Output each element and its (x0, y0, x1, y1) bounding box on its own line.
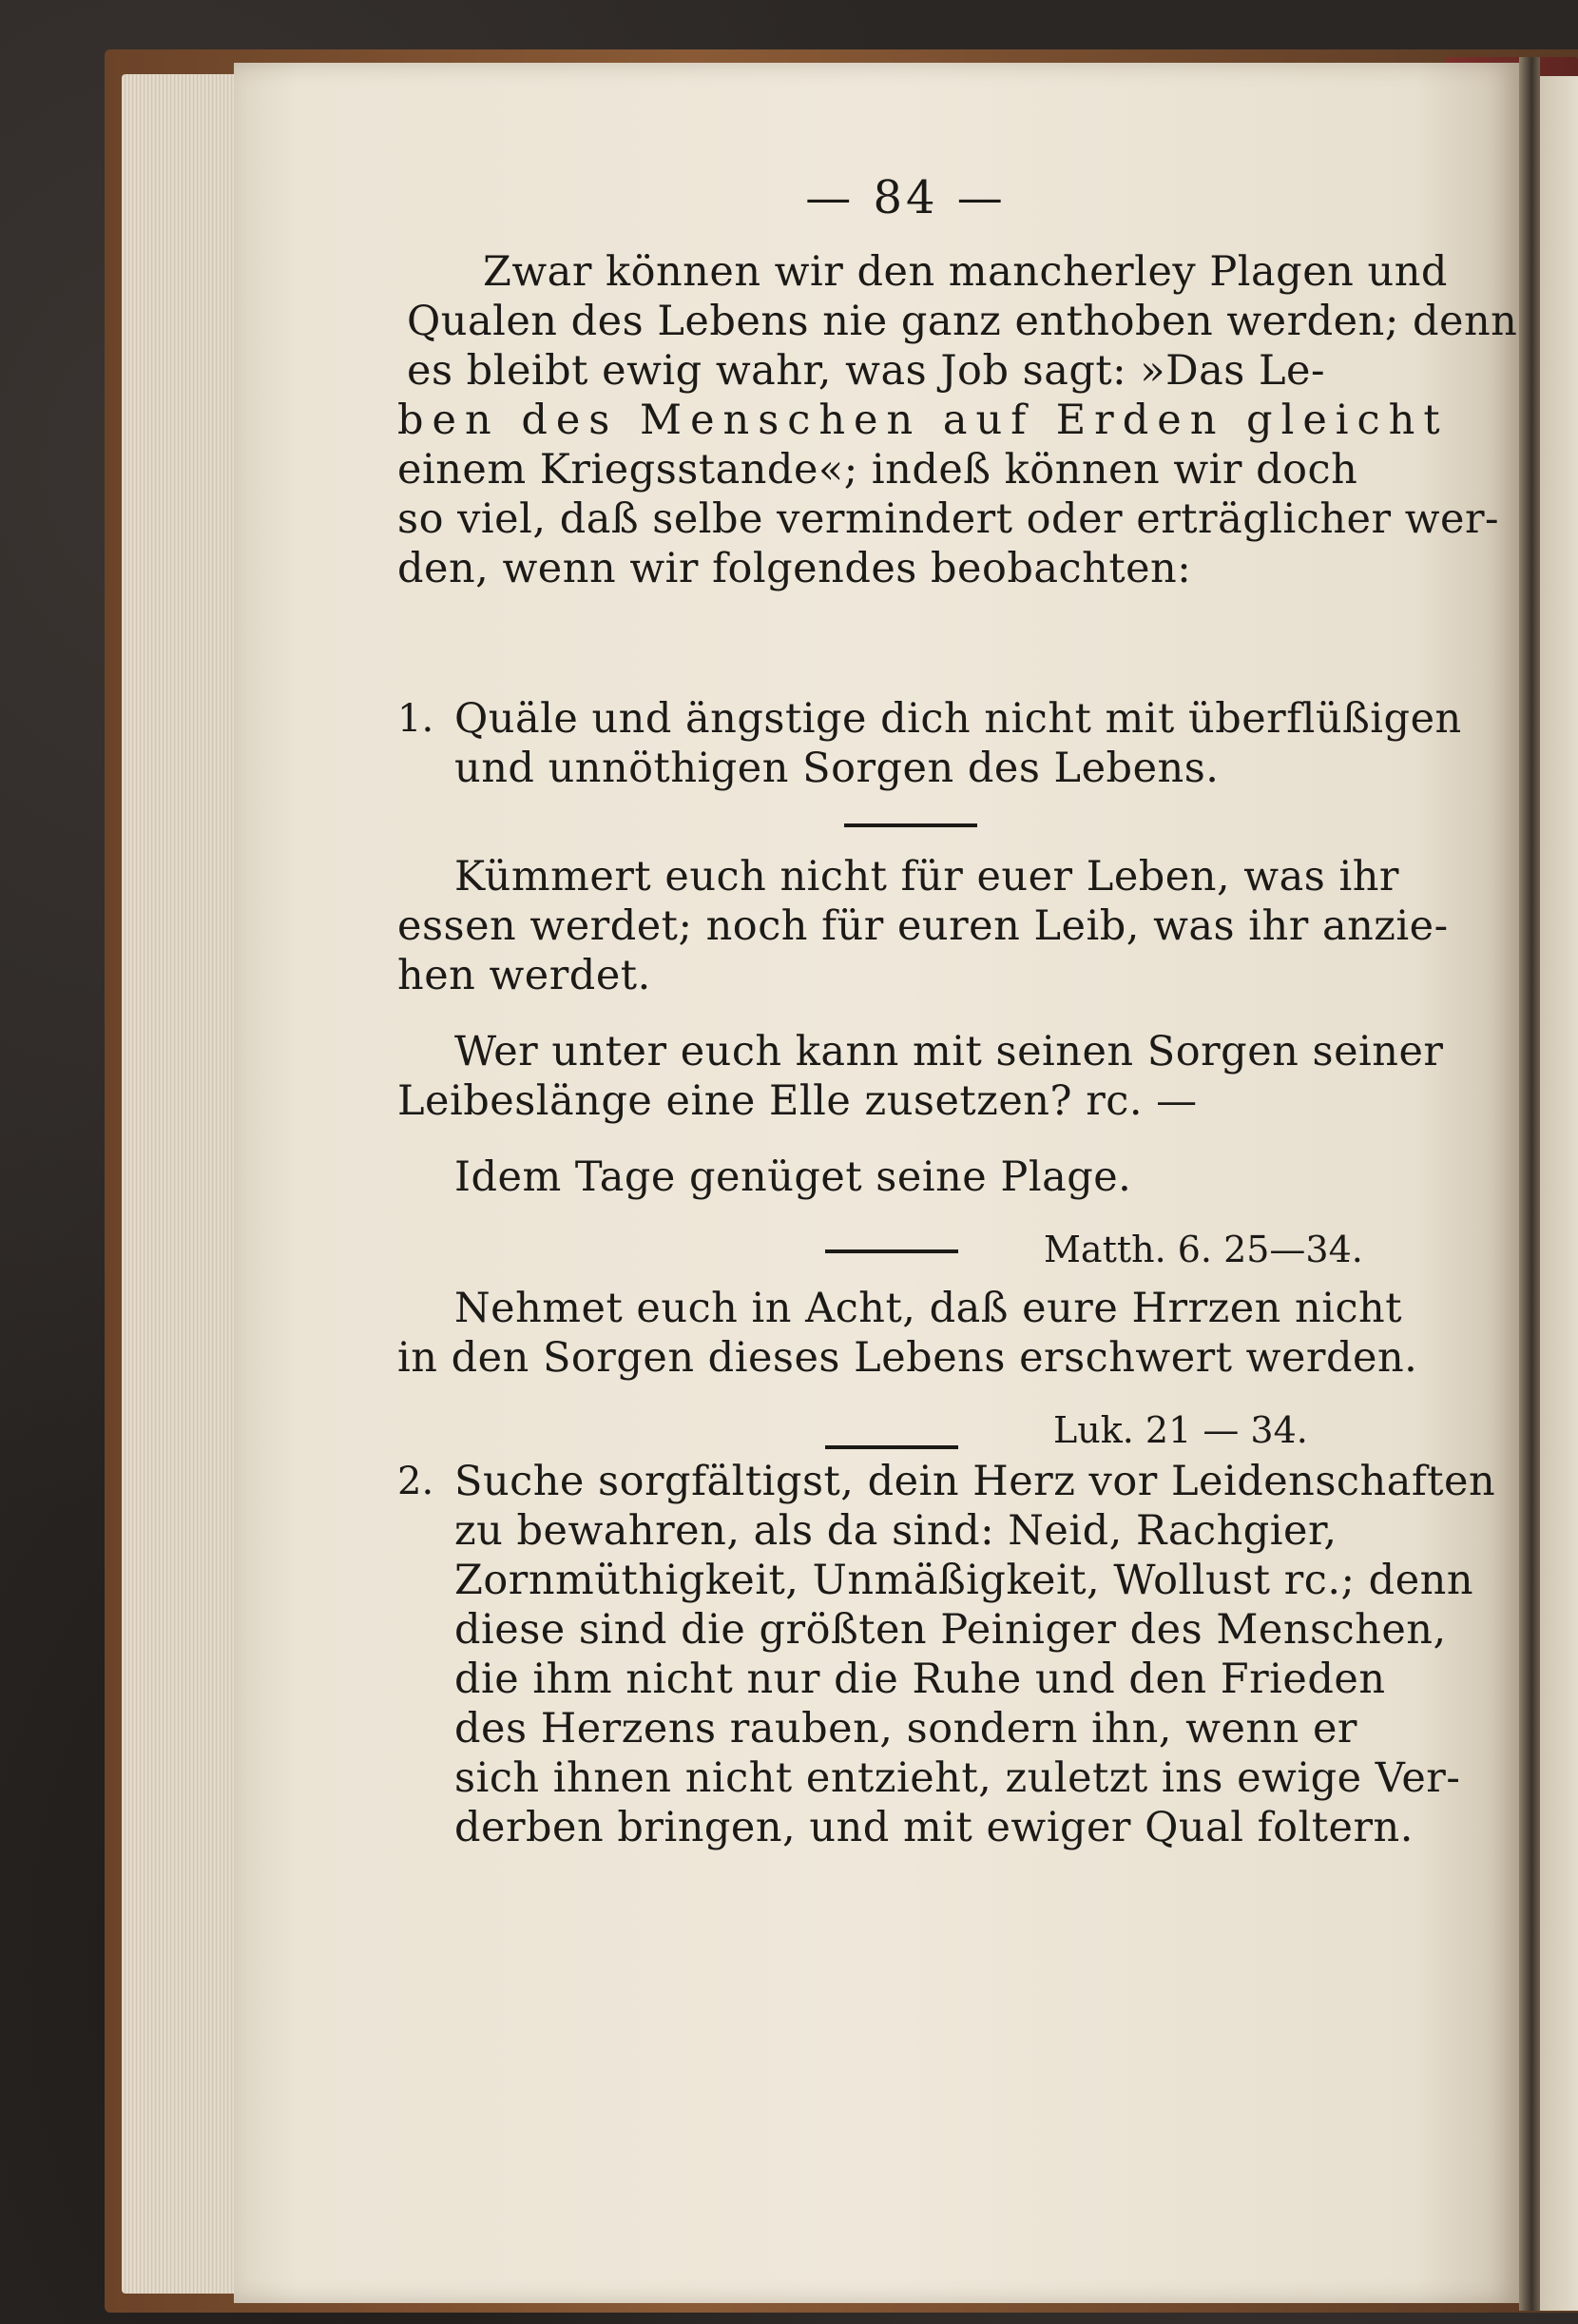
text-line: Zwar können wir den mancherley Plagen und (483, 248, 1448, 296)
list-item-line: die ihm nicht nur die Ruhe und den Frieden (454, 1656, 1386, 1703)
bible-reference: Matth. 6. 25—34. (1044, 1229, 1363, 1270)
quote-line: hen werdet. (397, 952, 651, 999)
quote-line: essen werdet; noch für euren Leib, was ihr anzie- (397, 902, 1449, 950)
divider-rule (825, 1445, 958, 1449)
quote-line: Idem Tage genüget seine Plage. (454, 1153, 1132, 1201)
text-line: es bleibt ewig wahr, was Job sagt: »Das Le- (407, 347, 1325, 395)
list-number: 1. (397, 697, 434, 741)
quote-line: Wer unter euch kann mit seinen Sorgen seiner (454, 1028, 1444, 1075)
text-line: einem Kriegsstande«; indeß können wir doch (397, 446, 1358, 494)
quote-line: Kümmert euch nicht für euer Leben, was ihr (454, 853, 1399, 901)
page-number: — 84 — (805, 171, 1007, 224)
list-item-line: des Herzens rauben, sondern ihn, wenn er (454, 1705, 1357, 1753)
quote-line: Nehmet euch in Acht, daß eure Hrrzen nicht (454, 1285, 1403, 1332)
list-item-line: diese sind die größten Peiniger des Menschen, (454, 1606, 1447, 1654)
list-item-line: Quäle und ängstige dich nicht mit überflüßigen (454, 695, 1462, 743)
list-item-line: derben bringen, und mit ewiger Qual foltern. (454, 1804, 1414, 1851)
text-line: den, wenn wir folgendes beobachten: (397, 545, 1192, 592)
divider-rule (844, 823, 977, 827)
page-fore-edge (122, 74, 238, 2294)
quote-line: in den Sorgen dieses Lebens erschwert werden. (397, 1334, 1418, 1382)
list-item-line: Zornmüthigkeit, Unmäßigkeit, Wollust rc.; denn (454, 1557, 1474, 1604)
list-item-line: zu bewahren, als da sind: Neid, Rachgier, (454, 1507, 1337, 1555)
quote-line: Leibeslänge eine Elle zusetzen? rc. — (397, 1077, 1198, 1125)
list-item-line: und unnöthigen Sorgen des Lebens. (454, 745, 1220, 792)
divider-rule (825, 1249, 958, 1253)
list-number: 2. (397, 1460, 434, 1503)
text-line: ben des Menschen auf Erden gleicht (397, 397, 1449, 444)
list-item-line: sich ihnen nicht entzieht, zuletzt ins ewige Ver- (454, 1754, 1461, 1802)
book-gutter (1519, 57, 1540, 2311)
next-page-edge (1540, 76, 1578, 2311)
text-line: so viel, daß selbe vermindert oder erträglicher wer- (397, 495, 1500, 543)
bible-reference: Luk. 21 — 34. (1053, 1409, 1308, 1451)
list-item-line: Suche sorgfältigst, dein Herz vor Leidenschaften (454, 1458, 1496, 1505)
text-line: Qualen des Lebens nie ganz enthoben werden; denn (407, 298, 1518, 345)
